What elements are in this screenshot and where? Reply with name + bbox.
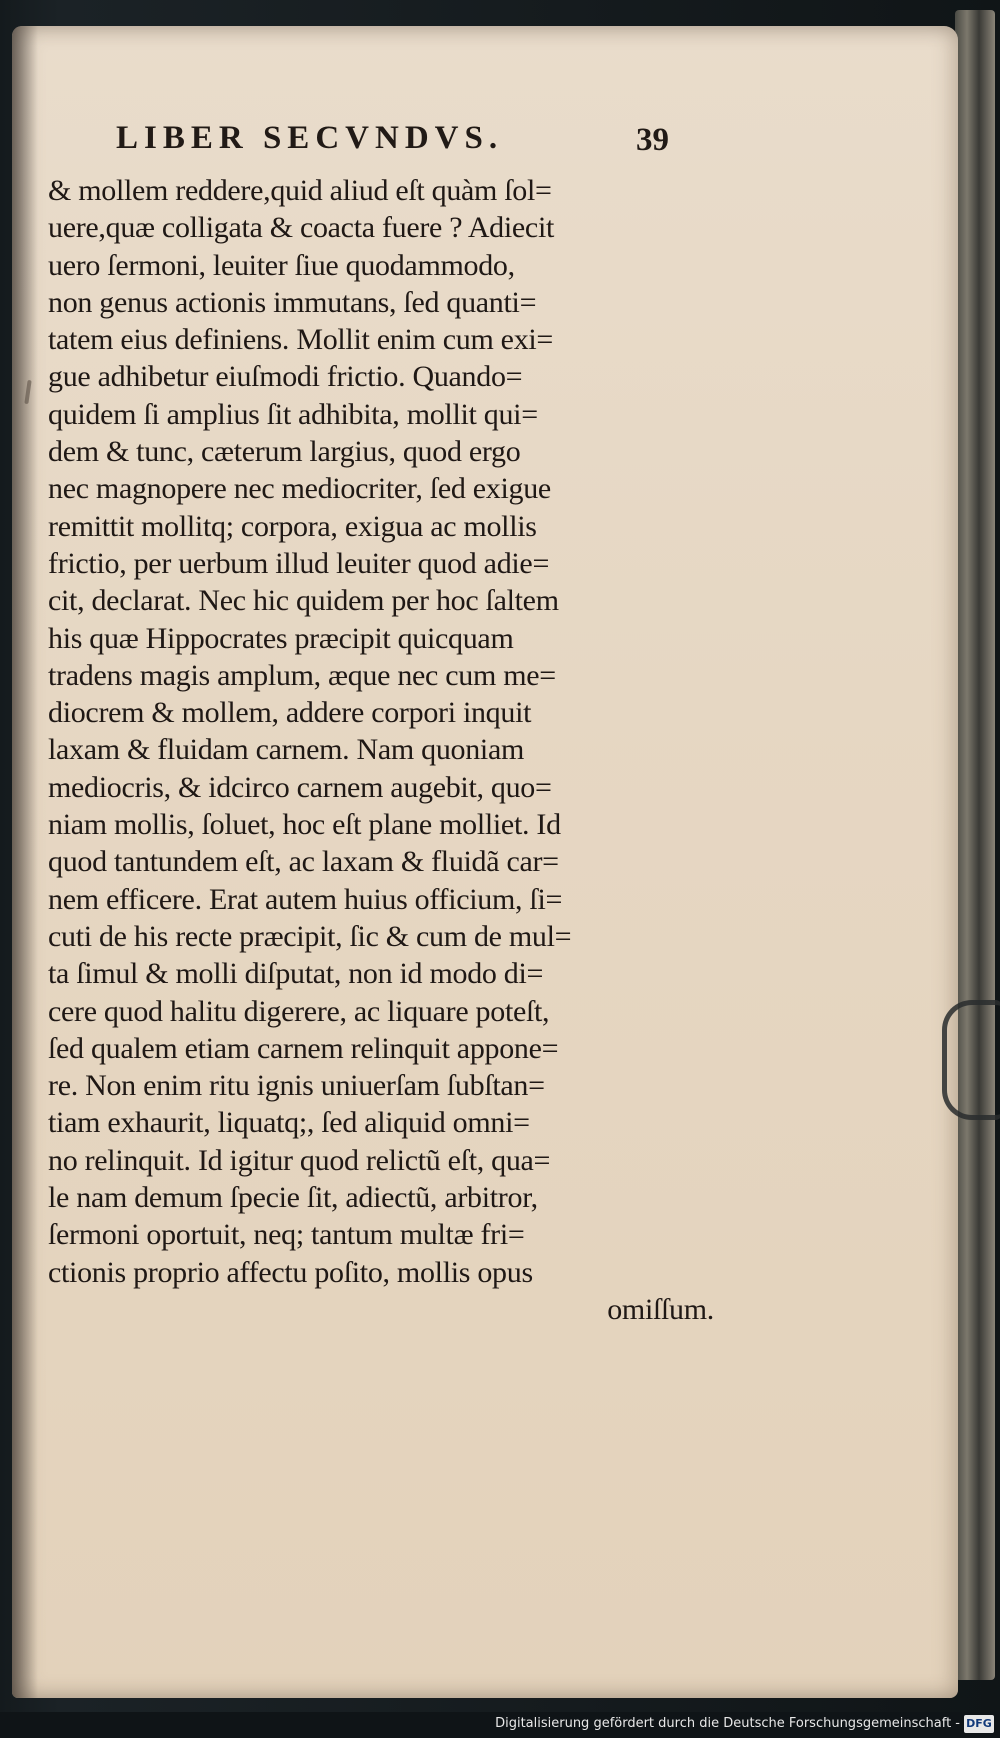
page-edges [955,10,995,1680]
footer-bar [0,1712,1000,1738]
body-text [48,172,718,1328]
text-line: laxam & fluidam carnem. Nam quoniam [48,733,525,767]
text-line: nem efficere. Erat autem huius officium, ſi= [48,882,563,916]
text-line: his quæ Hippocrates præcipit quicquam [48,621,514,655]
text-line: uero ſermoni, leuiter ſiue quodammodo, [48,248,515,282]
text-line: no relinquit. Id igitur quod relictũ eſt, qua= [48,1143,551,1177]
text-line: tradens magis amplum, æque nec cum me= [48,658,556,692]
text-line: nec magnopere nec mediocriter, ſed exigue [48,472,551,506]
text-line: ta ſimul & molli diſputat, non id modo di= [48,957,544,991]
page-number: 39 [636,122,669,158]
text-line: niam mollis, ſoluet, hoc eſt plane molliet. Id [48,808,561,842]
clasp-ring [942,1000,1000,1120]
text-line: le nam demum ſpecie ſit, adiectũ, arbitror, [48,1181,538,1215]
text-line: ſed qualem etiam carnem relinquit appone= [48,1031,559,1065]
text-line: mediocris, & idcirco carnem augebit, quo= [48,770,552,804]
text-line: cuti de his recte præcipit, ſic & cum de mul= [48,919,572,953]
running-head [96,120,706,172]
text-line: re. Non enim ritu ignis uniuerſam ſubſtan= [48,1069,545,1103]
text-line: tiam exhaurit, liquatq;, ſed aliquid omni= [48,1106,530,1140]
text-line: remittit mollitq; corpora, exigua ac mollis [48,509,537,543]
text-line: gue adhibetur eiuſmodi frictio. Quando= [48,360,523,394]
text-line: frictio, per uerbum illud leuiter quod adie= [48,546,550,580]
text-line: diocrem & mollem, addere corpori inquit [48,696,532,730]
text-line: quidem ſi amplius ſit adhibita, mollit qui= [48,397,538,431]
text-line: tatem eius definiens. Mollit enim cum exi= [48,323,554,357]
running-head-title: LIBER SECVNDVS. [116,120,504,156]
text-line: dem & tunc, cæterum largius, quod ergo [48,435,521,469]
text-line: quod tantundem eſt, ac laxam & fluidã car= [48,845,559,879]
text-line: non genus actionis immutans, ſed quanti= [48,285,537,319]
text-line: uere,quæ colligata & coacta fuere ? Adiecit [48,211,555,245]
text-line: ctionis proprio affectu poſito, mollis opus [48,1255,533,1289]
text-line: ſermoni oportuit, neq; tantum multæ fri= [48,1218,525,1252]
text-line: omiſſum. [607,1292,714,1326]
text-line: cit, declarat. Nec hic quidem per hoc ſaltem [48,584,559,618]
footer-credit: Digitalisierung gefördert durch die Deutsche Forschungsgemeinschaft - [495,1716,960,1731]
text-line: cere quod halitu digerere, ac liquare poteſt, [48,994,550,1028]
page-gutter-shadow [12,26,38,1698]
text-line: & mollem reddere,quid aliud eſt quàm ſol= [48,174,552,207]
dfg-logo: DFG [964,1715,994,1733]
